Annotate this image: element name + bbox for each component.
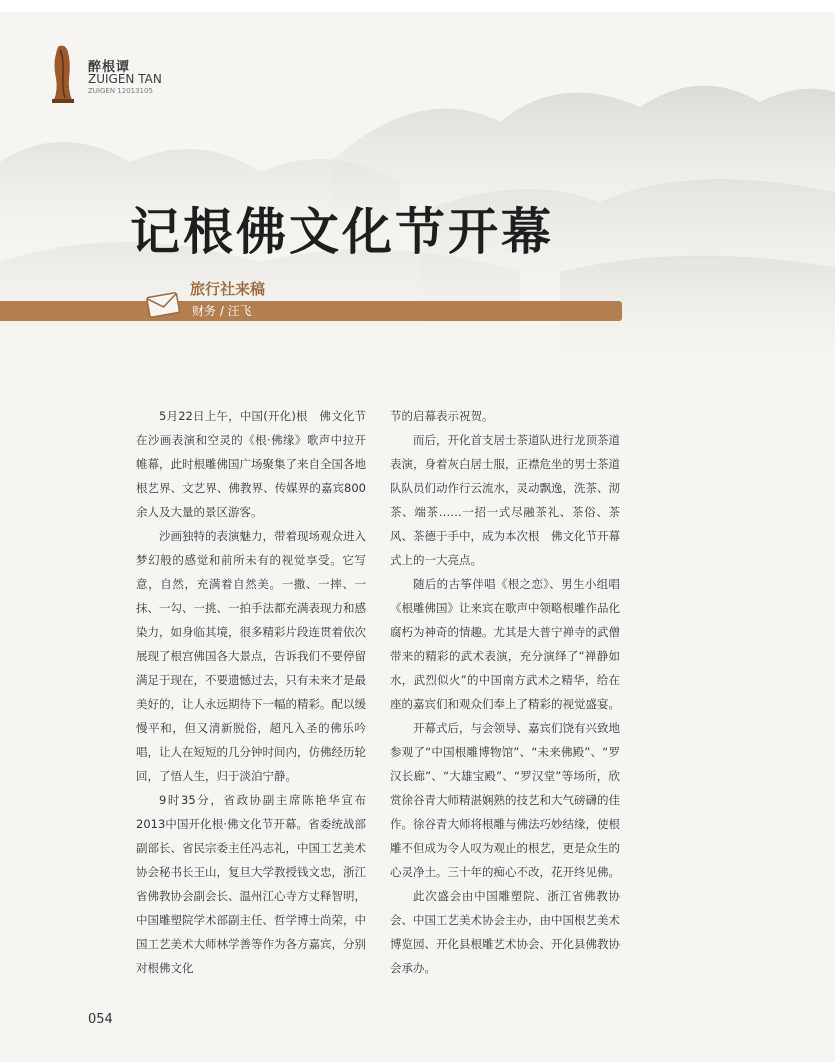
article-column-left: [136, 404, 366, 980]
paragraph: 开幕式后，与会领导、嘉宾们饶有兴致地参观了“中国根雕博物馆”、“未来佛殿”、“罗汉长廊”、“大雄宝殿”、“罗汉堂”等场所，欣赏徐谷青大师精湛娴熟的技艺和大气磅礴的佳作。徐谷青大师将根雕与佛法巧妙结缘，使根雕不但成为令人叹为观止的根艺，更是众生的心灵净土。三十年的痴心不改，花开终见佛。: [390, 721, 620, 879]
envelope-icon: [143, 288, 183, 320]
paragraph: 沙画独特的表演魅力，带着现场观众进入梦幻般的感觉和前所未有的视觉享受。它写意，自然，充满着自然美。一撒、一摔、一抹、一勾、一挑、一拍手法都充满表现力和感染力，如身临其境，很多精彩片段连贯着依次展现了根宫佛国各大景点，告诉我们不要停留满足于现在，不要遗憾过去，只有未来才是最美好的，让人永远期待下一幅的精彩。配以缓慢平和，但又清新脱俗，超凡入圣的佛乐吟唱，让人在短短的几分钟时间内，仿佛经历轮回，了悟人生，归于淡泊宁静。: [136, 529, 366, 783]
article-title: 记根佛文化节开幕: [130, 202, 554, 261]
paragraph: 随后的古筝伴唱《根之恋》、男生小组唱《根雕佛国》让来宾在歌声中领略根雕作品化腐朽为神奇的情趣。尤其是大普宁禅寺的武僧带来的精彩的武术表演，充分演绎了“禅静如水，武烈似火”的中国南方武术之精华，给在座的嘉宾们和观众们奉上了精彩的视觉盛宴。: [390, 577, 620, 711]
paragraph: 9时35分，省政协副主席陈艳华宣布2013中国开化根·佛文化节开幕。省委统战部副部长、省民宗委主任冯志礼，中国工艺美术协会秘书长王山，复旦大学教授钱文忠，浙江省佛教协会副会长、温州江心寺方丈释智明，中国雕塑院学术部副主任、哲学博士尚荣，中国工艺美术大师林学善等作为各方嘉宾，分别对根佛文化: [136, 793, 366, 975]
paragraph: 此次盛会由中国雕塑院、浙江省佛教协会、中国工艺美术协会主办，由中国根艺美术博览园、开化县根雕艺术协会、开化县佛教协会承办。: [390, 889, 620, 975]
magazine-logo: [50, 44, 160, 114]
article-byline: 财务 / 汪飞: [192, 304, 252, 318]
root-carving-icon: [50, 44, 76, 104]
logo-english-name: ZUIGEN TAN: [88, 72, 162, 86]
paragraph: 5月22日上午，中国(开化)根 佛文化节在沙画表演和空灵的《根·佛缘》歌声中拉开帷幕，此时根雕佛国广场聚集了来自全国各地根艺界、文艺界、佛教界、传媒界的嘉宾800余人及大量的景区游客。: [136, 409, 366, 519]
page-number: 054: [88, 1012, 113, 1027]
paragraph-continuation: 节的启幕表示祝贺。: [390, 409, 494, 423]
paragraph: 而后，开化首支居士茶道队进行龙顶茶道表演，身着灰白居士服，正襟危坐的男士茶道队队员们动作行云流水，灵动飘逸，洗茶、沏茶、端茶……一招一式尽融茶礼、茶俗、茶风、茶德于手中，成为本次根 佛文化节开幕式上的一大亮点。: [390, 433, 620, 567]
logo-subtitle: ZUIGEN 12013105: [88, 87, 153, 95]
article-column-right: [390, 404, 620, 980]
byline-band: [0, 301, 622, 321]
magazine-page: [0, 12, 835, 1062]
logo-chinese-name: 醉根谭: [88, 60, 131, 75]
article-source: 旅行社来稿: [190, 280, 266, 298]
